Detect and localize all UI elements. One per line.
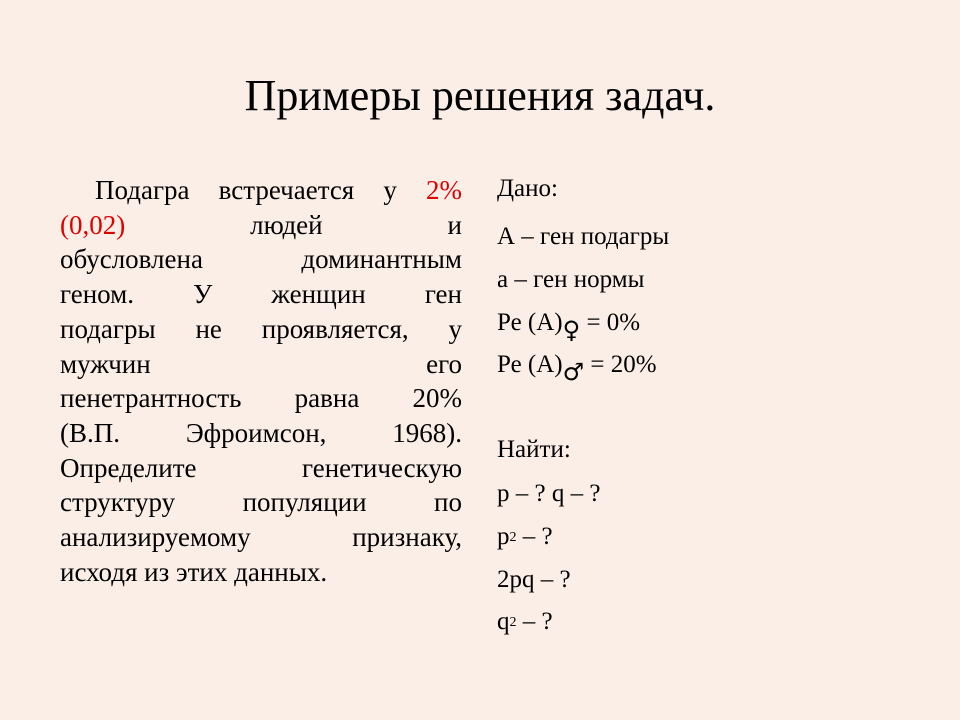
penetrance-label: Ре (А) <box>497 351 563 378</box>
penetrance-label: Ре (А) <box>497 309 563 336</box>
penetrance-male <box>497 349 657 386</box>
problem-line: Определите генетическую <box>60 452 462 483</box>
female-symbol-icon: ♀ <box>562 316 581 344</box>
slide-title: Примеры решения задач. <box>244 71 716 120</box>
p-base: р <box>497 523 510 550</box>
find-q-squared <box>497 606 553 639</box>
male-symbol-icon: ♂ <box>562 358 585 386</box>
problem-line <box>60 173 462 208</box>
penetrance-female <box>497 307 641 344</box>
given-heading: Дано: <box>497 175 558 202</box>
highlight-fraction: (0,02) <box>60 209 126 240</box>
find-pq: р – ? q – ? <box>497 480 601 507</box>
highlight-percent: 2% <box>426 175 462 205</box>
problem-line: (В.П. Эфроимсон, 1968). <box>60 417 462 448</box>
unknown-mark: – ? <box>516 608 553 635</box>
gene-dominant: А – ген подагры <box>497 223 670 250</box>
problem-line: структуру популяции по <box>60 487 462 518</box>
problem-line: обусловлена доминантным <box>60 244 462 275</box>
find-heading: Найти: <box>497 436 571 463</box>
problem-line: пенетрантность равна 20% <box>60 383 462 414</box>
exponent: 2 <box>509 615 517 630</box>
unknown-mark: – ? <box>516 523 553 550</box>
problem-line <box>60 208 462 243</box>
problem-line: анализируемому признаку, <box>60 522 462 553</box>
find-p-squared <box>497 521 553 554</box>
problem-text <box>60 173 462 589</box>
exponent: 2 <box>509 530 517 545</box>
problem-text-span: людей и <box>125 209 462 240</box>
problem-line: геном. У женщин ген <box>60 279 462 310</box>
penetrance-value: = 20% <box>584 351 657 378</box>
problem-line: мужчин его <box>60 348 462 379</box>
q-base: q <box>497 608 510 635</box>
problem-text-span: Подагра встречается у <box>95 175 426 205</box>
find-two-pq: 2рq – ? <box>497 566 571 593</box>
problem-line: исходя из этих данных. <box>60 556 328 587</box>
penetrance-value: = 0% <box>580 309 641 336</box>
problem-line: подагры не проявляется, у <box>60 313 462 344</box>
gene-recessive: а – ген нормы <box>497 266 645 293</box>
